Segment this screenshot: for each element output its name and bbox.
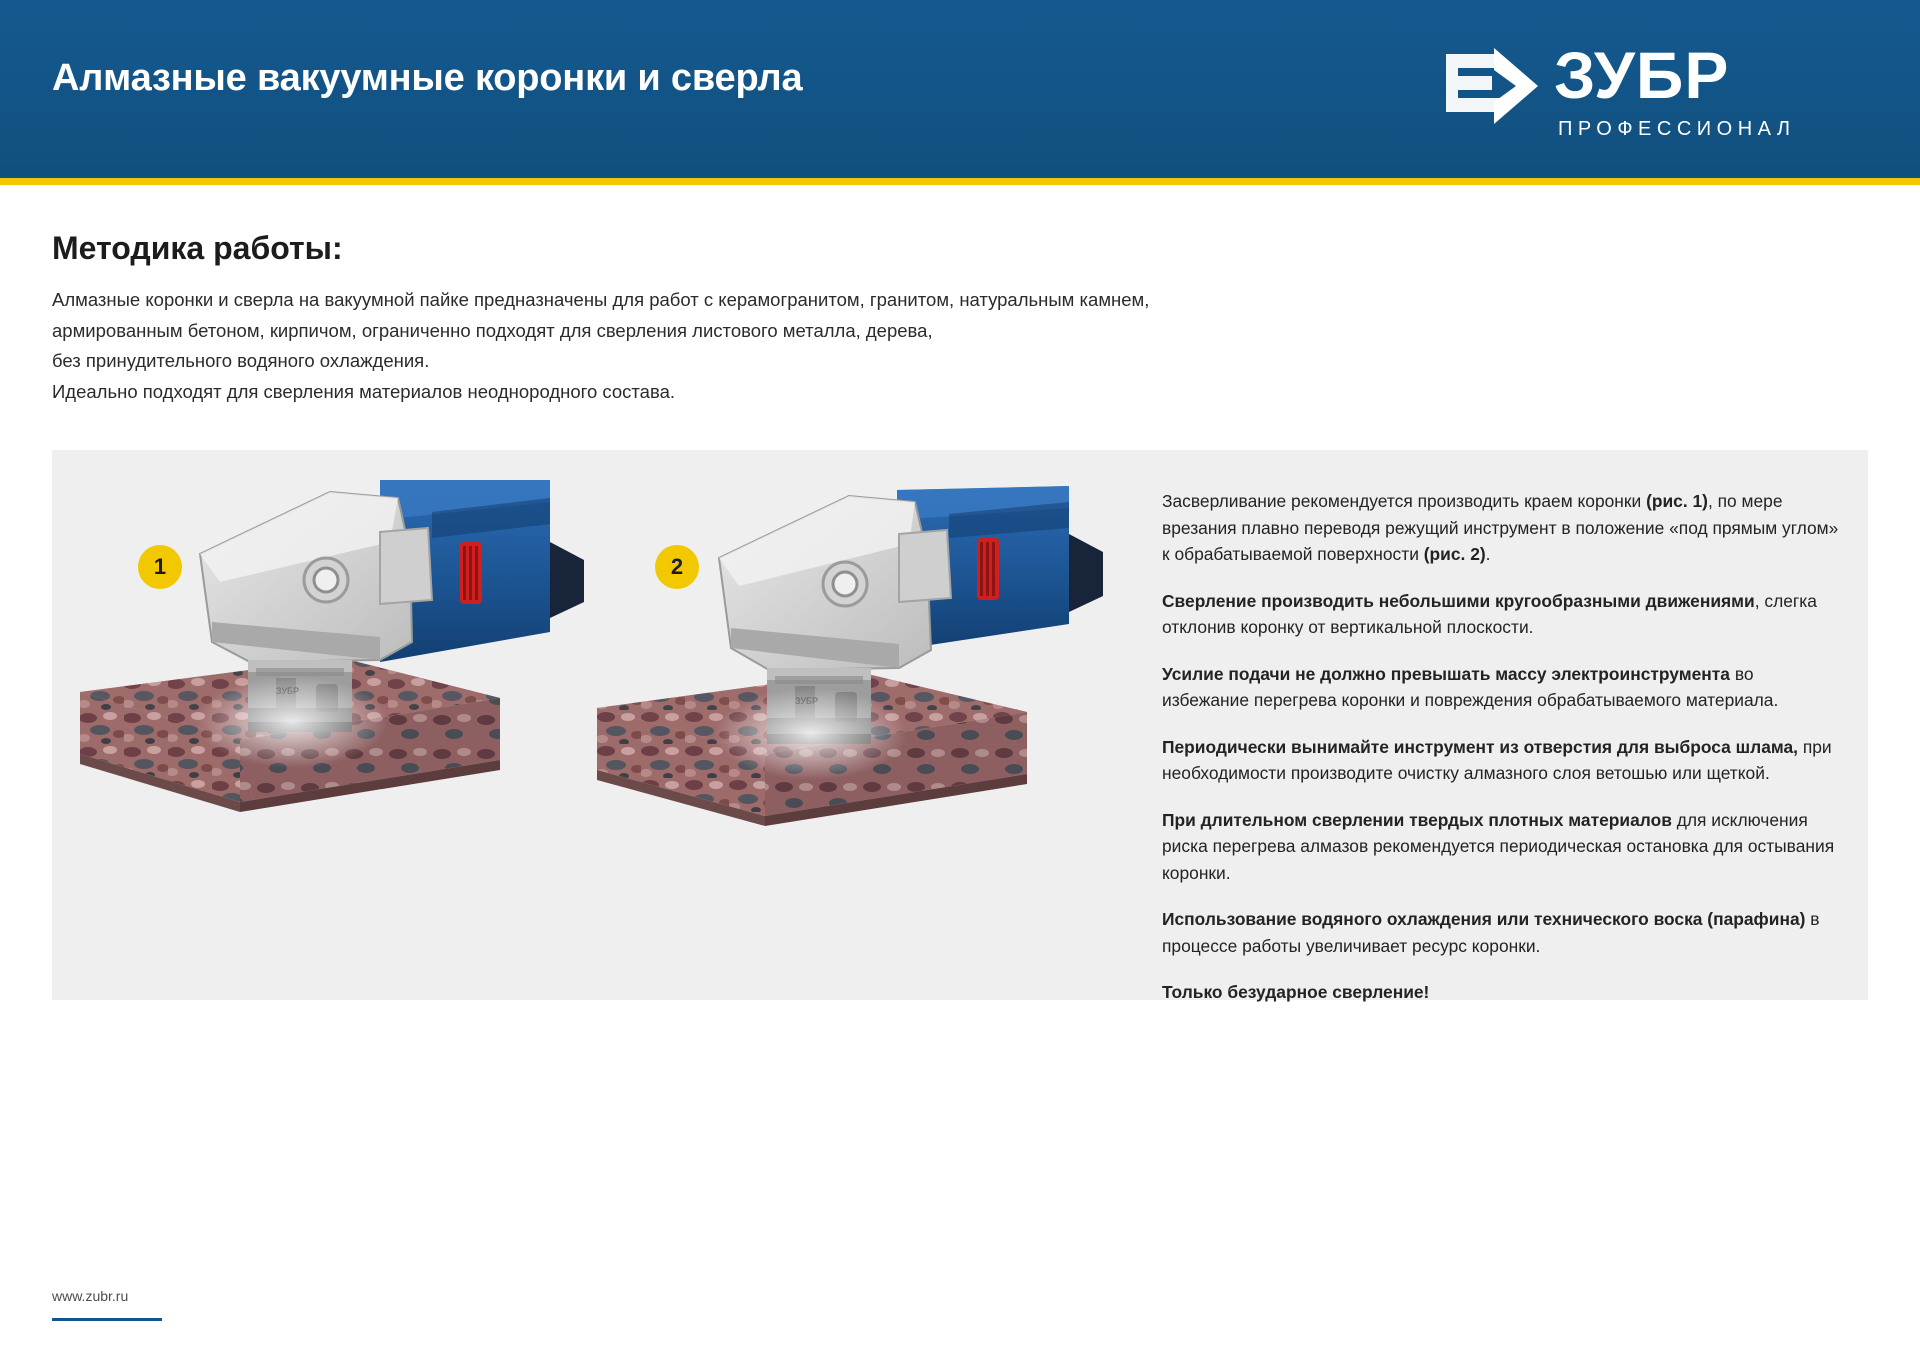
page-header [0,0,1920,178]
tip-item-5 [1162,807,1842,887]
figure-2-badge: 2 [655,545,699,589]
page-title: Алмазные вакуумные коронки и сверла [52,57,803,99]
tip-text: , по мере врезания плавно переводя режущий инструмент в положение «под прямым углом» к обрабатываемой поверхности [1162,491,1839,564]
tip-emphasis: Только безударное сверление! [1162,982,1430,1002]
tip-emphasis: Использование водяного охлаждения или технического воска (парафина) [1162,909,1806,929]
figure-2 [597,472,1107,972]
zubr-arrow-icon [1442,44,1542,128]
footer-url[interactable]: www.zubr.ru [52,1288,129,1304]
tip-text: . [1485,544,1491,564]
brand-name: ЗУБР [1554,38,1730,112]
intro-line: без принудительного водяного охлаждения. [52,350,430,371]
tip-item-4 [1162,734,1842,787]
intro-line: Идеально подходят для сверления материалов неоднородного состава. [52,380,676,402]
tip-item-7 [1162,979,1842,1006]
tip-text: в процессе работы увеличивает ресурс коронки. [1162,909,1820,956]
tip-emphasis: Усилие подачи не должно превышать массу электроинструмента [1162,663,1730,684]
tip-item-6 [1162,906,1842,959]
tip-emphasis: (рис. 1) [1646,491,1708,511]
figure-1-badge: 1 [138,545,182,589]
tip-emphasis: При длительном сверлении твердых плотных материалов [1162,809,1672,830]
footer-divider [52,1318,162,1321]
brand-tagline: ПРОФЕССИОНАЛ [1558,118,1796,140]
intro-line: Алмазные коронки и сверла на вакуумной пайке предназначены для работ с керамогранитом, гранитом, натуральным камнем, [52,289,1150,310]
tip-item-3 [1162,661,1842,714]
tip-emphasis: (рис. 2) [1423,544,1486,564]
tip-item-1 [1162,488,1842,568]
illustration-panel [52,450,1868,1000]
tip-text: при необходимости производите очистку алмазного слоя ветошью или щеткой. [1162,736,1832,783]
tip-text: , слегка отклонив коронку от вертикальной плоскости. [1162,590,1817,637]
tip-text: Засверливание рекомендуется производить краем коронки [1162,491,1647,511]
brand-logo [1442,40,1872,150]
figure-1 [80,472,590,972]
tip-emphasis: Сверление производить небольшими кругообразными движениями [1162,590,1755,611]
tip-item-2 [1162,588,1842,641]
tips-list [1162,488,1842,1006]
intro-paragraph [52,285,1352,407]
tip-text: во избежание перегрева коронки и повреждения обрабатываемого материала. [1162,663,1779,710]
intro-line: армированным бетоном, кирпичом, ограниченно подходят для сверления листового металла, дерева, [52,319,933,341]
tip-emphasis: Периодически вынимайте инструмент из отверстия для выброса шлама, [1162,736,1799,757]
tip-text: для исключения риска перегрева алмазов рекомендуется периодическая остановка для остывания коронки. [1162,809,1835,883]
section-title: Методика работы: [52,230,343,266]
header-accent-bar [0,178,1920,185]
